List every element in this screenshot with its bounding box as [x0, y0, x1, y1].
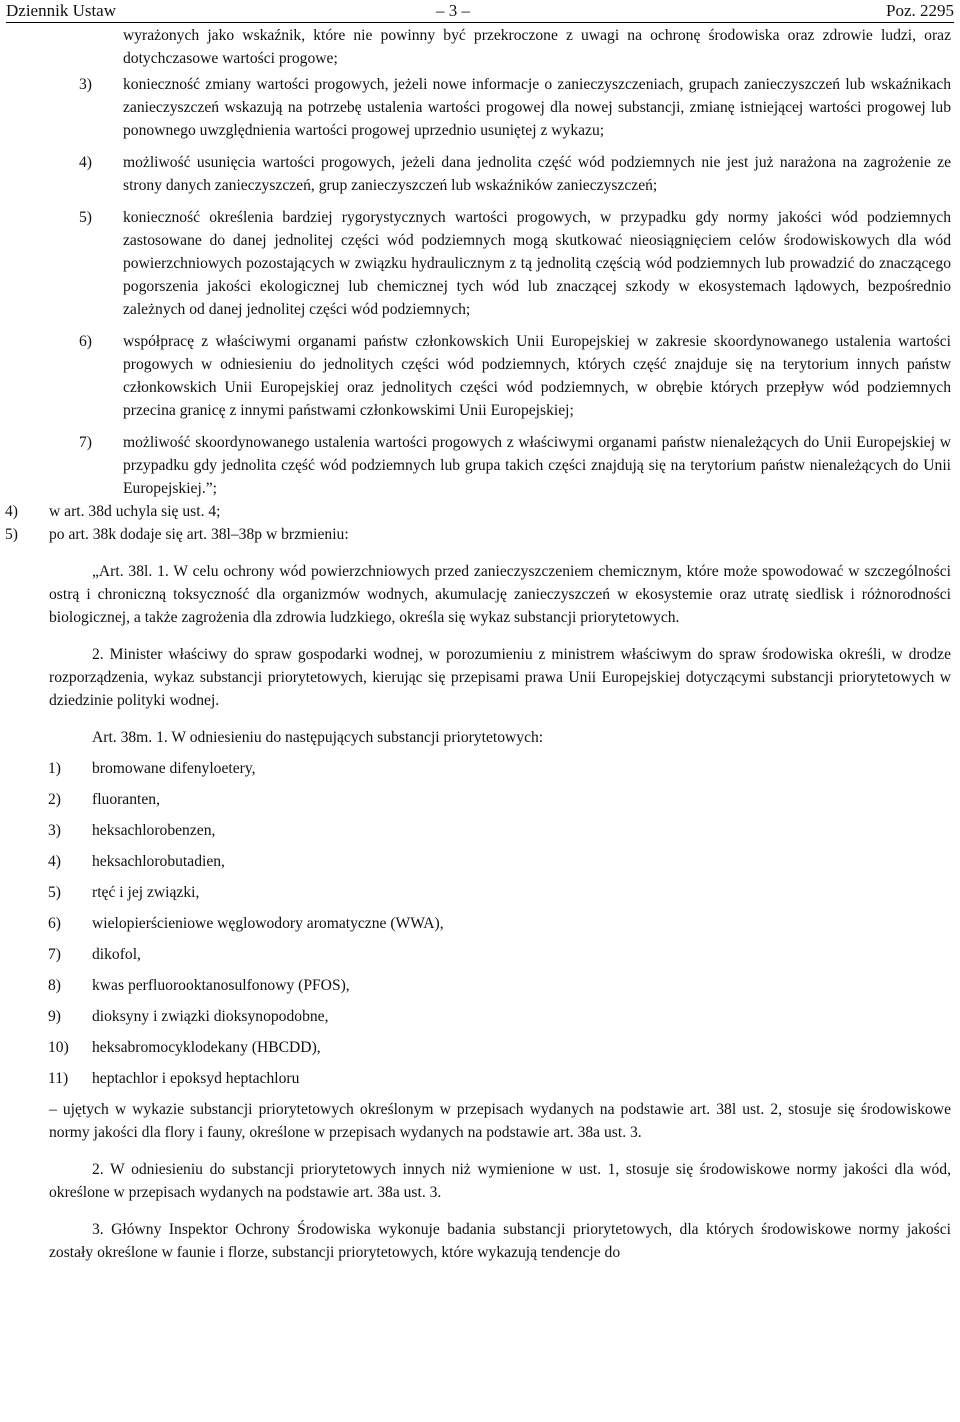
substance-name: heksachlorobutadien,: [92, 853, 225, 870]
item-text: współpracę z właściwymi organami państw członkowskich Unii Europejskiej w zakresie skoordynowanego ustalenia wartości progowych w odniesieniu do jednolitych części wód podziemnych, których część znajduje się na terytorium innych państw członkowskich Unii Europejskiej oraz jednolitych części wód podziemnych, w obrębie których przepływ wód podziemnych przecina granicę z innymi państwami członkowskimi Unii Europejskiej;: [123, 333, 951, 419]
amendment-point: [5, 500, 951, 523]
item-text: możliwość skoordynowanego ustalenia wartości progowych z właściwymi organami państw nienależących do Unii Europejskiej w przypadku gdy jednolita część wód podziemnych lub grupa takich części znajdują się na terytorium państw nienależących do Unii Europejskiej.”;: [123, 434, 951, 497]
document-body: [0, 24, 960, 1264]
substance-name: heksabromocyklodekany (HBCDD),: [92, 1039, 321, 1056]
position-number: Poz. 2295: [886, 1, 954, 20]
substance-item: [48, 974, 951, 997]
substance-number: 1): [48, 760, 61, 777]
substance-item: [48, 1036, 951, 1059]
substance-name: heptachlor i epoksyd heptachloru: [92, 1070, 300, 1087]
substance-name: kwas perfluorooktanosulfonowy (PFOS),: [92, 977, 350, 994]
substance-item: [48, 757, 951, 780]
substance-item: [48, 1067, 951, 1090]
substance-number: 4): [48, 853, 61, 870]
list-item: [79, 206, 951, 321]
list-item: [79, 431, 951, 500]
substance-item: [48, 1005, 951, 1028]
page-number: – 3 –: [436, 1, 470, 20]
art-38l-paragraph-1: „Art. 38l. 1. W celu ochrony wód powierzchniowych przed zanieczyszczeniem chemicznym, które może spowodować w szczególności ostrą i chroniczną toksyczność dla organizmów wodnych, akumulację zanieczyszczeń w ekosystemie oraz utratę siedlisk i różnorodności biologicznej, a także zagrożenia dla zdrowia ludzkiego, określa się wykaz substancji priorytetowych.: [49, 563, 951, 626]
substance-item: [48, 788, 951, 811]
substance-name: fluoranten,: [92, 791, 160, 808]
item-number: 5): [79, 209, 92, 226]
art-38m-paragraph-2: 2. W odniesieniu do substancji priorytetowych innych niż wymienione w ust. 1, stosuje się środowiskowe normy jakości dla wód, określone w przepisach wydanych na podstawie art. 38a ust. 3.: [49, 1161, 951, 1201]
point-number: 4): [5, 503, 18, 520]
amendment-point: [5, 523, 951, 546]
page-header: [6, 0, 954, 23]
substance-number: 9): [48, 1008, 61, 1025]
substance-name: heksachlorobenzen,: [92, 822, 216, 839]
substance-name: wielopierścieniowe węglowodory aromatyczne (WWA),: [92, 915, 444, 932]
point-text: po art. 38k dodaje się art. 38l–38p w brzmieniu:: [49, 526, 349, 543]
substance-number: 8): [48, 977, 61, 994]
substance-item: [48, 850, 951, 873]
substance-name: dikofol,: [92, 946, 141, 963]
substance-number: 5): [48, 884, 61, 901]
substance-name: bromowane difenyloetery,: [92, 760, 256, 777]
list-item: [79, 73, 951, 142]
substance-number: 7): [48, 946, 61, 963]
item-number: 7): [79, 434, 92, 451]
art-38l-paragraph-2: 2. Minister właściwy do spraw gospodarki wodnej, w porozumieniu z ministrem właściwym do spraw środowiska określi, w drodze rozporządzenia, wykaz substancji priorytetowych, kierując się przepisami prawa Unii Europejskiej dotyczącymi substancji priorytetowych w dziedzinie polityki wodnej.: [49, 646, 951, 709]
item-text: konieczność zmiany wartości progowych, jeżeli nowe informacje o zanieczyszczeniach, grupach zanieczyszczeń lub wskaźnikach zanieczyszczeń wskazują na potrzebę ustalenia wartości progowej dla nowej substancji, zmianę istniejącej wartości progowej lub ponownego uwzględnienia wartości progowej uprzednio usuniętej z wykazu;: [123, 76, 951, 139]
journal-title: Dziennik Ustaw: [6, 1, 117, 20]
point-text: w art. 38d uchyla się ust. 4;: [49, 503, 221, 520]
item-number: 4): [79, 154, 92, 171]
substance-item: [48, 912, 951, 935]
substance-number: 6): [48, 915, 61, 932]
art-38m-intro: Art. 38m. 1. W odniesieniu do następujących substancji priorytetowych:: [92, 729, 544, 746]
substance-number: 2): [48, 791, 61, 808]
list-item: [79, 151, 951, 197]
substance-item: [48, 881, 951, 904]
dash-clause: – ujętych w wykazie substancji priorytetowych określonym w przepisach wydanych na podstawie art. 38l ust. 2, stosuje się środowiskowe normy jakości dla flory i fauny, określone w przepisach wydanych na podstawie art. 38a ust. 3.: [49, 1101, 951, 1141]
substance-number: 3): [48, 822, 61, 839]
substance-number: 10): [48, 1039, 69, 1056]
substance-item: [48, 943, 951, 966]
point-number: 5): [5, 526, 18, 543]
intro-continuation: wyrażonych jako wskaźnik, które nie powinny być przekroczone z uwagi na ochronę środowiska oraz zdrowie ludzi, oraz dotychczasowe wartości progowe;: [123, 27, 951, 67]
item-text: możliwość usunięcia wartości progowych, jeżeli dana jednolita część wód podziemnych nie jest już narażona na zagrożenie ze strony danych zanieczyszczeń, grup zanieczyszczeń lub wskaźników zanieczyszczeń;: [123, 154, 951, 194]
substance-number: 11): [48, 1070, 69, 1087]
item-number: 6): [79, 333, 92, 350]
item-number: 3): [79, 76, 92, 93]
substance-name: rtęć i jej związki,: [92, 884, 200, 901]
item-text: konieczność określenia bardziej rygorystycznych wartości progowych, w przypadku gdy normy jakości wód podziemnych zastosowane do danej jednolitej części wód podziemnych mogą skutkować nieosiągnięciem celów środowiskowych dla wód powierzchniowych pozostających w związku hydraulicznym z tą jednolitą częścią wód podziemnych lub prowadzić do znaczącego pogorszenia jakości ekologicznej lub chemicznej tych wód lub znaczącej szkody w ekosystemach lądowych, bezpośrednio zależnych od danej jednolitej części wód podziemnych;: [123, 209, 951, 318]
list-item: [79, 330, 951, 422]
art-38m-paragraph-3: 3. Główny Inspektor Ochrony Środowiska wykonuje badania substancji priorytetowych, dla których środowiskowe normy jakości zostały określone w faunie i florze, substancji priorytetowych, które wykazują tendencje do: [49, 1221, 951, 1261]
substance-item: [48, 819, 951, 842]
substance-name: dioksyny i związki dioksynopodobne,: [92, 1008, 329, 1025]
